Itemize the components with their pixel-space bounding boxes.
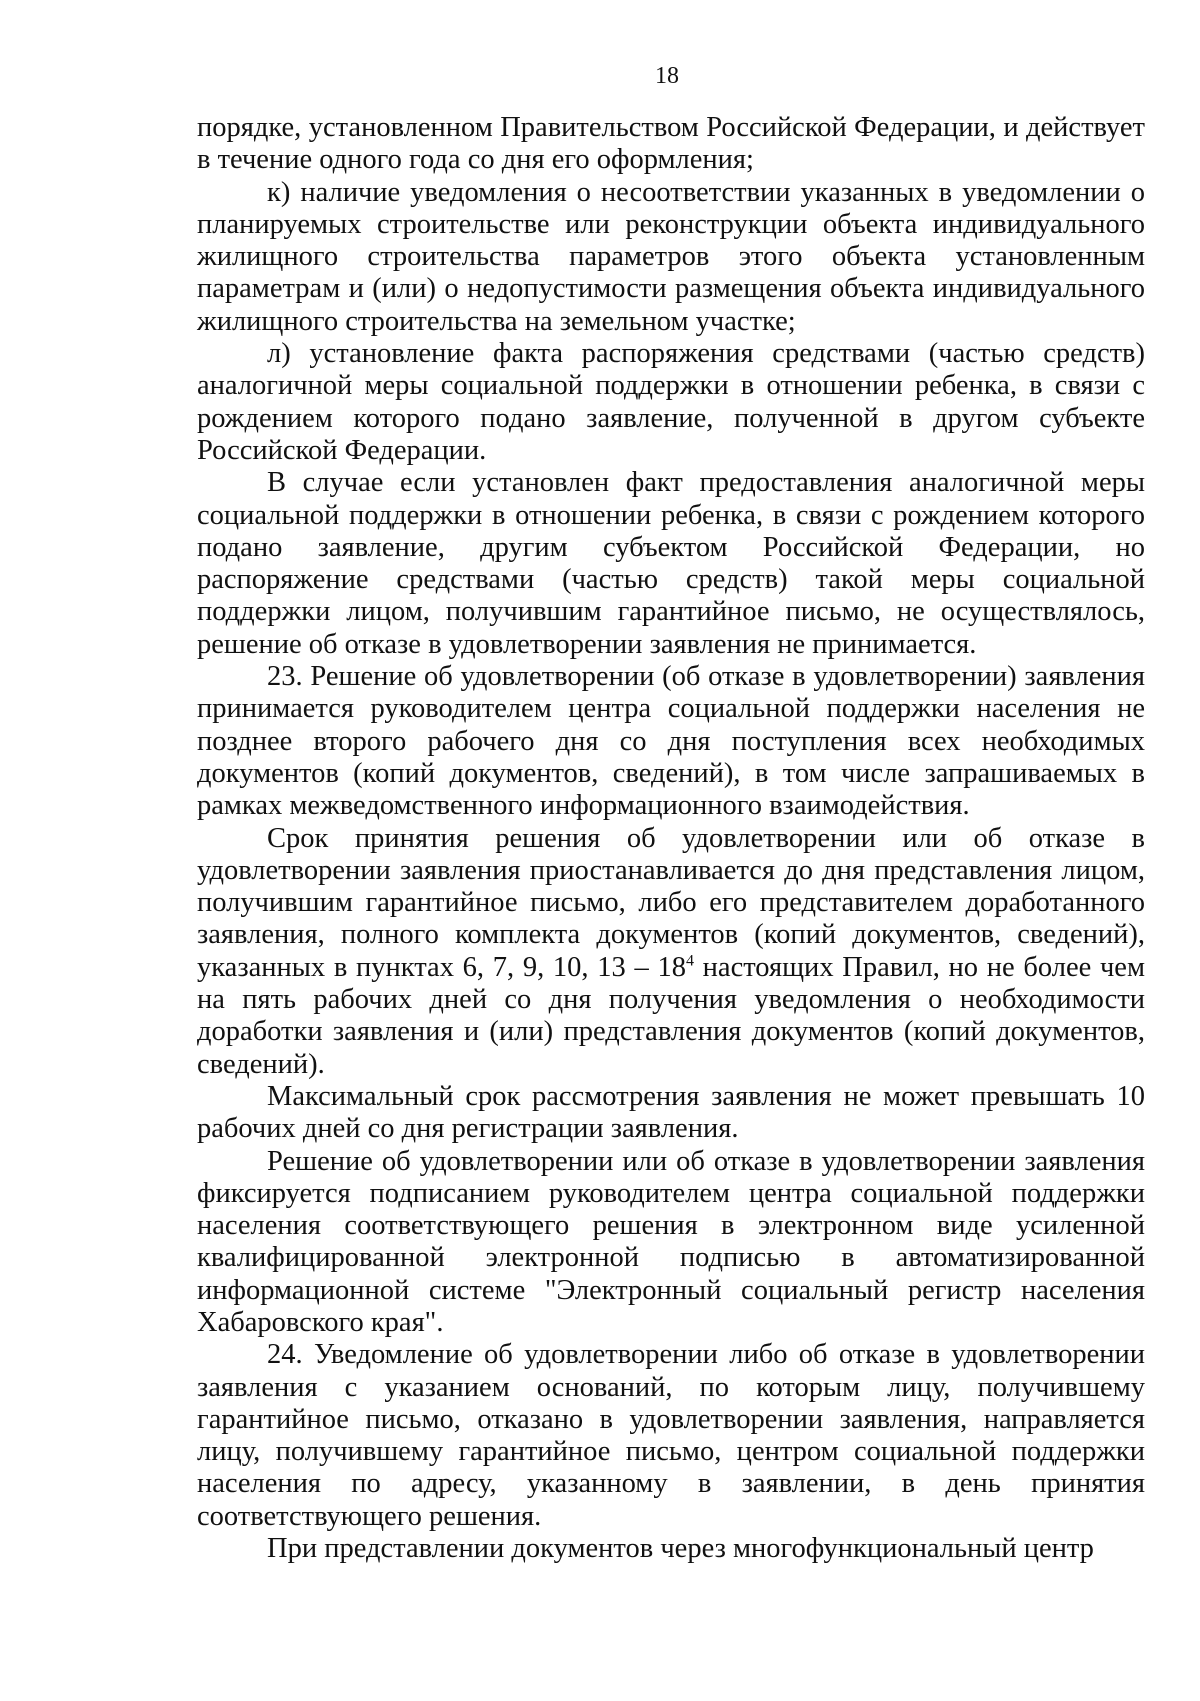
paragraph-item-l: л) установление факта распоряжения средствами (частью средств) аналогичной меры социальной поддержки в отношении ребенка, в связи с рождением которого подано заявление, полученной в другом субъекте Российской Федерации. <box>197 338 1145 466</box>
paragraph-suspension-term-part1: Срок принятия решения об удовлетворении или об отказе в удовлетворении заявления приостанавливается до дня представления лицом, получившим гарантийное письмо, либо его представителем доработанного заявления, полного комплекта документов (копий документов, сведений), указанных в пунктах 6, 7, 9, 10, 13 – 18 <box>197 822 1145 983</box>
paragraph-mfc: При представлении документов через многофункциональный центр <box>267 1533 1094 1565</box>
paragraph-continuation: порядке, установленном Правительством Российской Федерации, и действует в течение одного года со дня его оформления; <box>197 112 1145 176</box>
page-number: 18 <box>655 63 679 89</box>
paragraph-item-k: к) наличие уведомления о несоответствии указанных в уведомлении о планируемых строительстве или реконструкции объекта индивидуального жилищного строительства параметров этого объекта установленным параметрам и (или) о недопустимости размещения объекта индивидуального жилищного строительства на земельном участке; <box>197 176 1145 337</box>
paragraph-24: 24. Уведомление об удовлетворении либо об отказе в удовлетворении заявления с указанием оснований, по которым лицу, получившему гарантийное письмо, отказано в удовлетворении заявления, направляется лицу, получившему гарантийное письмо, центром социальной поддержки населения по адресу, указанному в заявлении, в день принятия соответствующего решения. <box>197 1339 1145 1532</box>
paragraph-suspension-term-part2: настоящих Правил, но не более чем на пять рабочих дней со дня получения уведомления о необходимости доработки заявления и (или) представления документов (копий документов, сведений). <box>197 951 1145 1080</box>
superscript-4: 4 <box>685 952 694 970</box>
paragraph-23: 23. Решение об удовлетворении (об отказе в удовлетворении) заявления принимается руководителем центра социальной поддержки населения не позднее второго рабочего дня со дня поступления всех необходимых документов (копий документов, сведений), в том числе запрашиваемых в рамках межведомственного информационного взаимодействия. <box>197 661 1145 822</box>
paragraph-decision-signing: Решение об удовлетворении или об отказе в удовлетворении заявления фиксируется подписанием руководителем центра социальной поддержки населения соответствующего решения в электронном виде усиленной квалифицированной электронной подписью в автоматизированной информационной системе "Электронный социальный регистр населения Хабаровского края". <box>197 1145 1145 1338</box>
document-body <box>197 112 1145 1565</box>
paragraph-suspension-term <box>197 823 1145 1081</box>
paragraph-analogous-measure: В случае если установлен факт предоставления аналогичной меры социальной поддержки в отношении ребенка, в связи с рождением которого подано заявление, другим субъектом Российской Федерации, но распоряжение средствами (частью средств) такой меры социальной поддержки лицом, получившим гарантийное письмо, не осуществлялось, решение об отказе в удовлетворении заявления не принимается. <box>197 467 1145 660</box>
paragraph-max-term: Максимальный срок рассмотрения заявления не может превышать 10 рабочих дней со дня регистрации заявления. <box>197 1080 1145 1145</box>
